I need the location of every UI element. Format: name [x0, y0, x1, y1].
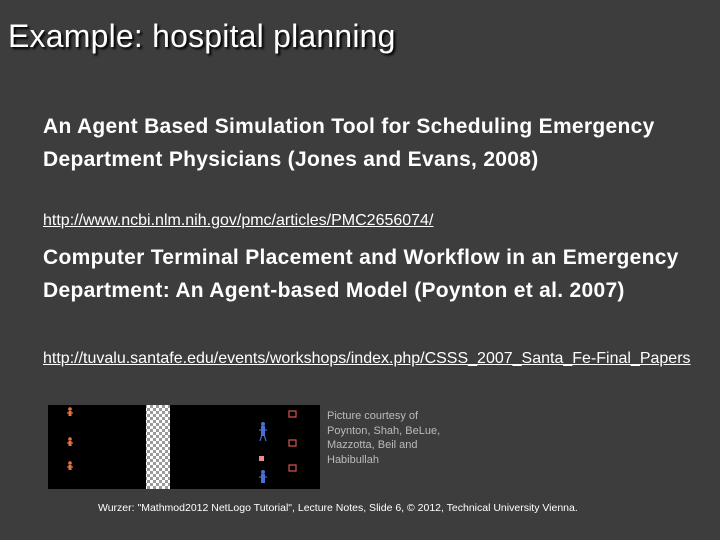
slide-title: Example: hospital planning [8, 18, 396, 54]
reference-2-title: Computer Terminal Placement and Workflow in an Emergency Department: An Agent-based Model (Poynton et al. 2007) [43, 246, 679, 302]
corridor-wall [146, 405, 170, 489]
reference-1-link[interactable]: http://www.ncbi.nlm.nih.gov/pmc/articles/PMC2656074/ [43, 212, 434, 229]
emergency-department-simulation-image [48, 405, 320, 489]
computer-terminal-active [259, 456, 264, 461]
picture-credit: Picture courtesy of Poynton, Shah, BeLue, Mazzotta, Beil and Habibullah [327, 410, 441, 466]
reference-1-title: An Agent Based Simulation Tool for Scheduling Emergency Department Physicians (Jones and Evans, 2008) [43, 115, 655, 171]
simulation-screenshot [48, 405, 320, 489]
reference-2-link[interactable]: http://tuvalu.santafe.edu/events/workshops/index.php/CSSS_2007_Santa_Fe-Final_Papers [43, 350, 691, 367]
slide-footer: Wurzer: "Mathmod2012 NetLogo Tutorial", Lecture Notes, Slide 6, © 2012, Technical University Vienna. [98, 502, 578, 514]
